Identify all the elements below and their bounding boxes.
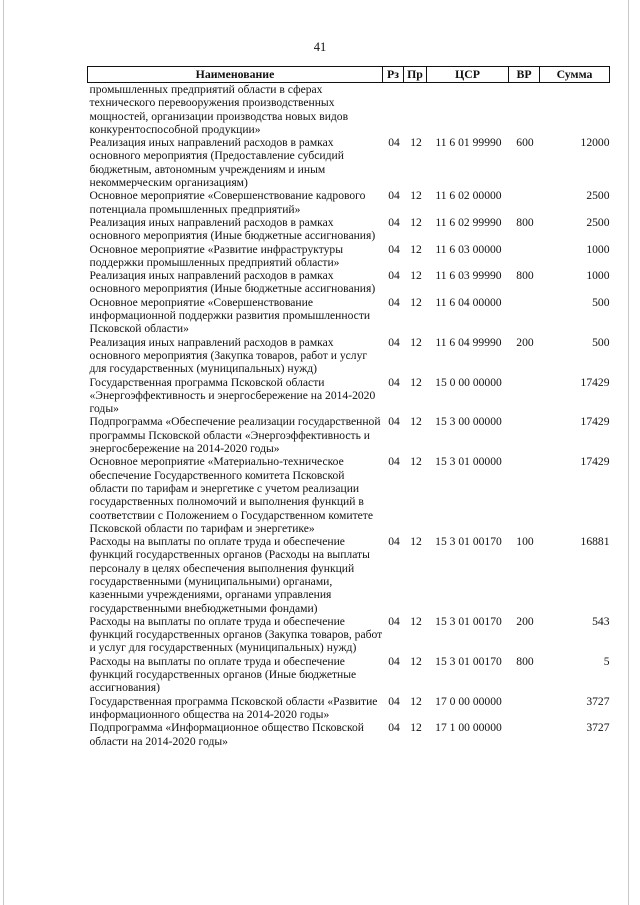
cell-csr: 11 6 04 99990 [435,335,502,349]
table-row [88,189,610,216]
cell-rz: 04 [388,535,400,549]
cell-pr: 12 [410,614,422,628]
cell-pr: 12 [410,269,422,283]
cell-rz [383,83,404,137]
cell-sum: 5 [603,654,610,668]
cell-vr [509,296,540,336]
cell-pr: 12 [410,335,422,349]
cell-rz: 04 [388,189,400,203]
cell-rz: 04 [388,136,400,150]
cell-rz: 04 [388,654,400,668]
table-row [88,336,610,376]
cell-vr [509,695,540,722]
table-row [88,136,610,189]
cell-csr: 15 0 00 00000 [435,375,502,389]
cell-rz: 04 [388,694,400,708]
cell-sum: 500 [592,295,610,309]
cell-csr: 15 3 01 00170 [435,614,502,628]
cell-csr: 15 3 00 00000 [435,415,502,429]
header-row [88,67,610,83]
cell-rz: 04 [388,721,400,735]
cell-name: Реализация иных направлений расходов в рамках основного мероприятия (Иные бюджетные ассигнования) [89,215,376,243]
cell-csr [427,83,509,137]
cell-sum: 17429 [580,455,610,469]
scan-left-edge [3,0,4,905]
cell-sum: 1000 [586,242,610,256]
cell-vr: 800 [516,654,534,668]
cell-csr: 15 3 01 00170 [435,535,502,549]
cell-name: Государственная программа Псковской области «Развитие информационного общества на 2014-2020 годы» [89,694,378,721]
cell-vr: 800 [516,215,534,229]
header-vr: ВР [509,67,540,83]
cell-name: Расходы на выплаты по оплате труда и обеспечение функций государственных органов (Расходы на выплаты персоналу в целях обеспечения выполнения функций государственными (муниципальными) органами, казенными учреждениями, органами управления государственными внебюджетными фондами) [89,535,370,615]
cell-vr: 100 [516,535,534,549]
header-rz: Рз [383,67,404,83]
cell-vr: 200 [516,335,534,349]
cell-pr: 12 [410,455,422,469]
cell-rz: 04 [388,269,400,283]
table-row [88,296,610,336]
table-row [88,269,610,296]
header-csr: ЦСР [427,67,509,83]
cell-name: Расходы на выплаты по оплате труда и обеспечение функций государственных органов (Иные бюджетные ассигнования) [89,654,357,695]
cell-csr: 15 3 01 00170 [435,654,502,668]
cell-csr: 15 3 01 00000 [435,455,502,469]
cell-sum: 3727 [586,694,610,708]
cell-sum: 2500 [586,215,610,229]
cell-csr: 11 6 03 00000 [435,242,502,256]
header-name: Наименование [88,67,383,83]
cell-pr: 12 [410,295,422,309]
cell-csr: 11 6 01 99990 [435,136,502,150]
cell-name: Реализация иных направлений расходов в рамках основного мероприятия (Иные бюджетные ассигнования) [89,269,376,296]
table-header [88,67,610,83]
cell-rz: 04 [388,215,400,229]
cell-name: Расходы на выплаты по оплате труда и обеспечение функций государственных органов (Закупка товаров, работ и услуг для государственных (муниципальных) нужд) [89,614,383,655]
cell-csr: 17 1 00 00000 [435,721,502,735]
cell-csr: 11 6 04 00000 [435,295,502,309]
cell-pr: 12 [410,654,422,668]
cell-name: Подпрограмма «Информационное общество Псковской области на 2014-2020 годы» [89,721,364,748]
table-row [88,455,610,535]
cell-rz: 04 [388,614,400,628]
table-row [88,695,610,722]
cell-csr: 17 0 00 00000 [435,694,502,708]
cell-sum: 17429 [580,415,610,429]
cell-sum: 3727 [586,721,610,735]
cell-vr: 800 [516,269,534,283]
cell-csr: 11 6 02 99990 [435,215,502,229]
cell-pr: 12 [410,215,422,229]
cell-sum: 2500 [586,189,610,203]
cell-csr: 11 6 02 00000 [435,189,502,203]
cell-sum: 500 [592,335,610,349]
cell-name: Основное мероприятие «Материально-техническое обеспечение Государственного комитета Псковской области по тарифам и энергетике с учетом реализации государственных полномочий и выполнения функций в соответствии с Положением о Государственном комитете Псковской области по тарифам и энергетике» [89,455,373,535]
cell-vr [509,83,540,137]
cell-name: Реализация иных направлений расходов в рамках основного мероприятия (Предоставление субсидий бюджетным, автономным учреждениям и иным некоммерческим организациям) [89,136,344,190]
cell-vr [509,189,540,216]
table-row [88,243,610,270]
cell-rz: 04 [388,375,400,389]
cell-vr [509,376,540,416]
scan-right-edge [628,0,629,905]
cell-name: Основное мероприятие «Совершенствование кадрового потенциала промышленных предприятий» [89,189,366,216]
cell-pr [404,83,427,137]
cell-sum: 16881 [580,535,610,549]
cell-rz: 04 [388,415,400,429]
table-row [88,376,610,416]
cell-sum: 12000 [580,136,610,150]
table-row [88,415,610,455]
cell-rz: 04 [388,295,400,309]
cell-vr [509,721,540,748]
cell-name: Основное мероприятие «Развитие инфраструктуры поддержки промышленных предприятий области» [89,242,344,269]
cell-name: Основное мероприятие «Совершенствование информационной поддержки развития промышленности Псковской области» [89,295,371,336]
table-row [88,535,610,615]
table-row [88,655,610,695]
page-number: 41 [313,40,327,54]
cell-vr: 600 [516,136,534,150]
budget-table [87,66,610,748]
cell-rz: 04 [388,242,400,256]
cell-vr [509,415,540,455]
table-row [88,721,610,748]
cell-pr: 12 [410,415,422,429]
table-row [88,83,610,137]
table-row [88,615,610,655]
cell-vr [509,455,540,535]
header-sum: Сумма [540,67,610,83]
cell-name: Реализация иных направлений расходов в рамках основного мероприятия (Закупка товаров, работ и услуг для государственных (муниципальных) нужд) [89,335,368,376]
cell-sum: 1000 [586,269,610,283]
cell-pr: 12 [410,136,422,150]
cell-sum: 543 [592,614,610,628]
table-body [88,83,610,748]
table-row [88,216,610,243]
cell-sum: 17429 [580,375,610,389]
cell-pr: 12 [410,189,422,203]
cell-rz: 04 [388,455,400,469]
cell-pr: 12 [410,242,422,256]
cell-name: Государственная программа Псковской области «Энергоэффективность и энергосбережение на 2014-2020 годы» [89,375,376,416]
cell-vr: 200 [516,614,534,628]
cell-vr [509,243,540,270]
cell-pr: 12 [410,694,422,708]
header-pr: Пр [404,67,427,83]
cell-name: Подпрограмма «Обеспечение реализации государственной программы Псковской области «Энергоэффективность и энергосбережение на 2014-2020 годы» [89,415,381,456]
cell-pr: 12 [410,721,422,735]
cell-sum [540,83,610,137]
cell-name: промышленных предприятий области в сферах технического перевооружения производственных мощностей, организации производства новых видов конкурентоспособной продукции» [89,83,349,136]
cell-rz: 04 [388,335,400,349]
cell-csr: 11 6 03 99990 [435,269,502,283]
cell-pr: 12 [410,535,422,549]
cell-pr: 12 [410,375,422,389]
